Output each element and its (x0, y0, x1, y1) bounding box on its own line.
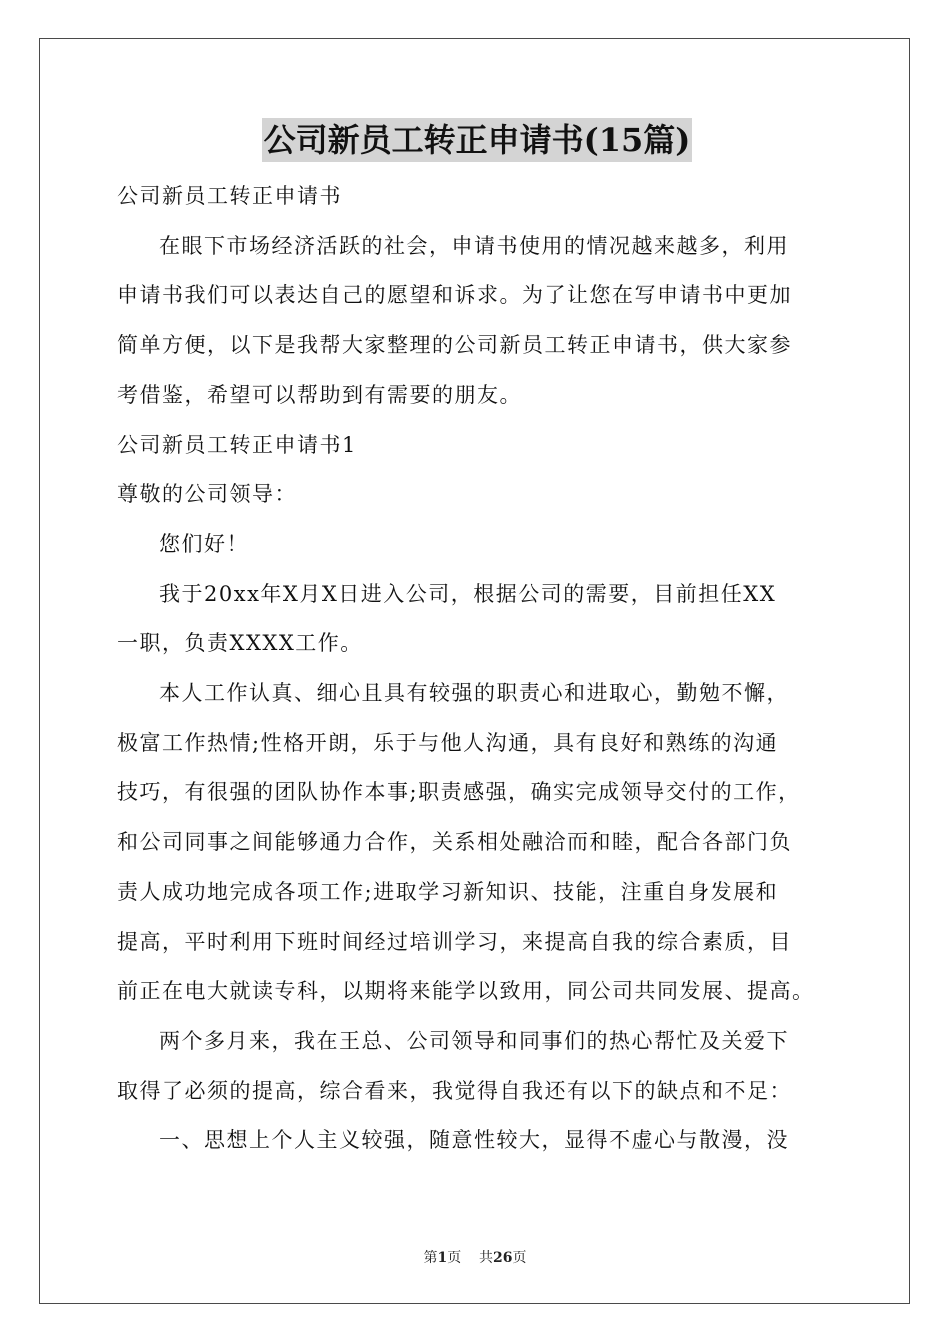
greeting: 您们好！ (159, 531, 249, 556)
document-title: 公司新员工转正申请书(15篇) (262, 118, 693, 162)
paragraph-line: 取得了必须的提高，综合看来，我觉得自我还有以下的缺点和不足： (117, 1078, 792, 1103)
paragraph-2 (117, 669, 837, 1017)
page-suffix: 页 (447, 1250, 462, 1266)
paragraph-1 (117, 570, 837, 669)
title-wrap (117, 118, 837, 162)
paragraph-line: 我于20xx年X月X日进入公司，根据公司的需要，目前担任XX (159, 581, 777, 606)
paragraph-4 (117, 1116, 837, 1166)
paragraph-line: 技巧，有很强的团队协作本事;职责感强，确实完成领导交付的工作， (117, 780, 801, 805)
page-prefix: 第 (423, 1250, 438, 1266)
paragraph-line: 极富工作热情;性格开朗，乐于与他人沟通，具有良好和熟练的沟通 (117, 730, 779, 755)
paragraph-line: 一、思想上个人主义较强，随意性较大，显得不虚心与散漫，没 (159, 1128, 789, 1153)
intro-paragraph (117, 222, 837, 421)
salutation: 尊敬的公司领导： (117, 482, 297, 507)
total-pages: 26 (493, 1250, 513, 1266)
page-number: 1 (437, 1250, 448, 1266)
paragraph-line: 和公司同事之间能够通力合作，关系相处融洽而和睦，配合各部门负 (117, 830, 792, 855)
paragraph-line: 简单方便，以下是我帮大家整理的公司新员工转正申请书，供大家参 (117, 333, 792, 358)
document-body (117, 118, 837, 1166)
subtitle: 公司新员工转正申请书 (117, 184, 342, 208)
total-suffix: 页 (512, 1250, 527, 1266)
paragraph-line: 一职，负责XXXX工作。 (117, 631, 363, 656)
paragraph-line: 申请书我们可以表达自己的愿望和诉求。为了让您在写申请书中更加 (117, 283, 792, 308)
paragraph-line: 前正在电大就读专科，以期将来能学以致用，同公司共同发展、提高。 (117, 979, 815, 1004)
paragraph-line: 提高，平时利用下班时间经过培训学习，来提高自我的综合素质，目 (117, 929, 792, 954)
paragraph-line: 两个多月来，我在王总、公司领导和同事们的热心帮忙及关爱下 (159, 1028, 789, 1053)
paragraph-line: 在眼下市场经济活跃的社会，申请书使用的情况越来越多，利用 (159, 233, 789, 258)
page-footer (0, 1247, 950, 1267)
paragraph-line: 责人成功地完成各项工作;进取学习新知识、技能，注重自身发展和 (117, 879, 779, 904)
paragraph-line: 本人工作认真、细心且具有较强的职责心和进取心，勤勉不懈， (159, 681, 789, 706)
total-prefix: 共 (479, 1250, 494, 1266)
paragraph-line: 考借鉴，希望可以帮助到有需要的朋友。 (117, 382, 522, 407)
section-heading: 公司新员工转正申请书1 (117, 432, 357, 457)
paragraph-3 (117, 1017, 837, 1116)
